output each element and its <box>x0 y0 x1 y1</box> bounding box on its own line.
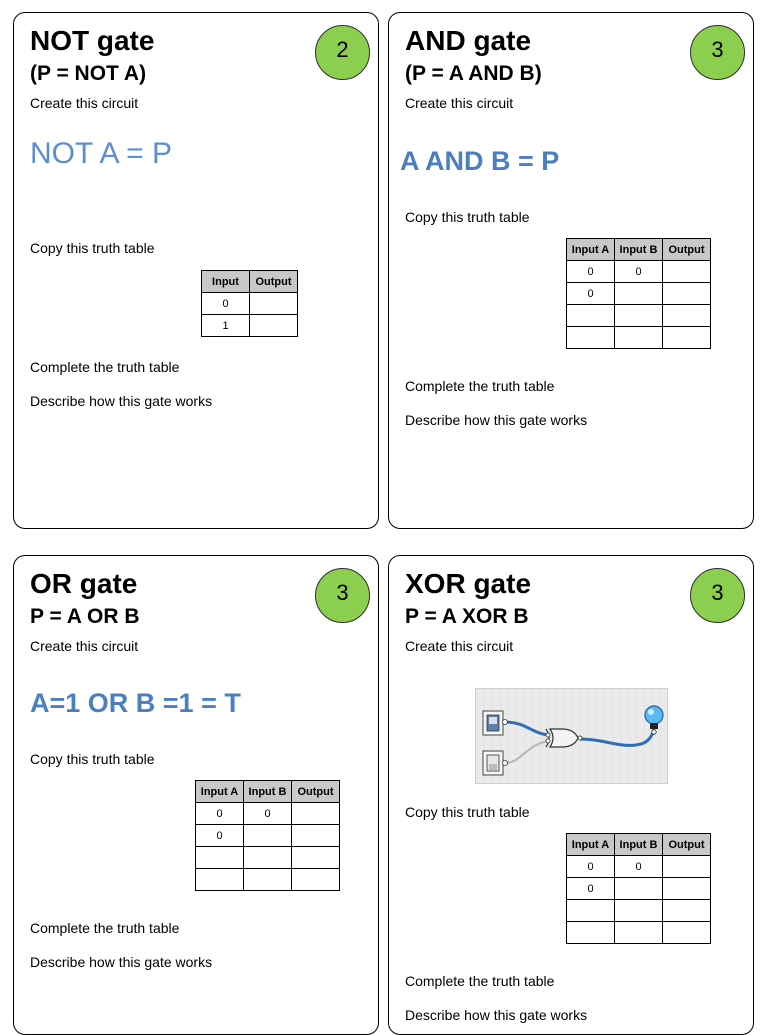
gate-expression: A AND B = P <box>400 146 560 176</box>
table-cell <box>663 327 711 349</box>
table-cell: 1 <box>202 315 250 337</box>
card-title: NOT gate <box>30 25 155 56</box>
table-row <box>196 869 340 891</box>
table-cell <box>663 856 711 878</box>
card-title: AND gate <box>405 25 532 56</box>
table-row <box>567 878 711 900</box>
table-row <box>202 293 298 315</box>
table-row <box>567 856 711 878</box>
describe-gate-label: Describe how this gate works <box>30 954 213 970</box>
table-header: Input A <box>567 834 615 856</box>
copy-table-label: Copy this truth table <box>405 209 530 225</box>
table-cell <box>292 869 340 891</box>
table-cell <box>615 922 663 944</box>
xor-gate-card <box>388 555 754 1035</box>
difficulty-badge: 3 <box>690 568 745 623</box>
describe-gate-label: Describe how this gate works <box>405 412 588 428</box>
create-circuit-label: Create this circuit <box>405 95 514 111</box>
create-circuit-label: Create this circuit <box>30 638 139 654</box>
card-subtitle: P = A XOR B <box>405 605 529 628</box>
table-row <box>567 900 711 922</box>
table-row <box>202 315 298 337</box>
table-row <box>196 847 340 869</box>
gate-expression: NOT A = P <box>30 137 173 170</box>
table-header: Input B <box>615 834 663 856</box>
table-cell: 0 <box>196 825 244 847</box>
table-cell <box>663 261 711 283</box>
table-row <box>567 305 711 327</box>
difficulty-badge: 3 <box>315 568 370 623</box>
complete-table-label: Complete the truth table <box>405 378 555 394</box>
table-header: Output <box>663 239 711 261</box>
circuit-image <box>476 689 667 783</box>
table-cell <box>292 847 340 869</box>
copy-table-label: Copy this truth table <box>30 751 155 767</box>
table-cell <box>663 900 711 922</box>
not-gate-card <box>13 12 379 529</box>
or-gate-card <box>13 555 379 1035</box>
table-header: Output <box>292 781 340 803</box>
table-cell <box>244 869 292 891</box>
table-cell: 0 <box>196 803 244 825</box>
create-circuit-label: Create this circuit <box>30 95 139 111</box>
table-header: Input A <box>196 781 244 803</box>
table-row <box>567 283 711 305</box>
truth-table <box>566 833 711 944</box>
table-cell: 0 <box>567 878 615 900</box>
table-cell <box>244 825 292 847</box>
table-cell <box>663 878 711 900</box>
table-cell <box>615 283 663 305</box>
table-cell: 0 <box>615 856 663 878</box>
table-cell <box>196 847 244 869</box>
truth-table <box>566 238 711 349</box>
and-gate-card <box>388 12 754 529</box>
table-header: Input <box>202 271 250 293</box>
copy-table-label: Copy this truth table <box>405 804 530 820</box>
table-cell <box>615 900 663 922</box>
table-cell <box>292 803 340 825</box>
table-cell <box>196 869 244 891</box>
switch-a-icon <box>483 711 503 735</box>
table-cell <box>615 878 663 900</box>
circuit-diagram <box>475 688 668 784</box>
table-cell: 0 <box>202 293 250 315</box>
table-header: Input B <box>615 239 663 261</box>
card-title: XOR gate <box>405 568 532 599</box>
table-header: Input B <box>244 781 292 803</box>
truth-table <box>201 270 298 337</box>
difficulty-badge: 3 <box>690 25 745 80</box>
table-header: Output <box>663 834 711 856</box>
table-cell: 0 <box>567 856 615 878</box>
table-cell <box>292 825 340 847</box>
table-row <box>567 327 711 349</box>
copy-table-label: Copy this truth table <box>30 240 155 256</box>
complete-table-label: Complete the truth table <box>30 920 180 936</box>
table-cell: 0 <box>244 803 292 825</box>
table-cell <box>567 922 615 944</box>
table-cell: 0 <box>567 283 615 305</box>
card-subtitle: P = A OR B <box>30 605 140 628</box>
table-cell <box>250 315 298 337</box>
create-circuit-label: Create this circuit <box>405 638 514 654</box>
switch-b-icon <box>483 751 503 775</box>
table-cell <box>567 327 615 349</box>
describe-gate-label: Describe how this gate works <box>405 1007 588 1023</box>
describe-gate-label: Describe how this gate works <box>30 393 213 409</box>
table-row <box>196 803 340 825</box>
table-row <box>567 261 711 283</box>
table-cell <box>244 847 292 869</box>
card-subtitle: (P = NOT A) <box>30 62 147 85</box>
card-subtitle: (P = A AND B) <box>405 62 542 85</box>
truth-table <box>195 780 340 891</box>
table-cell <box>567 900 615 922</box>
difficulty-badge: 2 <box>315 25 370 80</box>
table-cell <box>663 283 711 305</box>
table-row <box>567 922 711 944</box>
table-header: Output <box>250 271 298 293</box>
card-title: OR gate <box>30 568 138 599</box>
table-cell: 0 <box>615 261 663 283</box>
table-cell: 0 <box>567 261 615 283</box>
table-cell <box>567 305 615 327</box>
gate-expression: A=1 OR B =1 = T <box>30 688 241 718</box>
table-cell <box>663 922 711 944</box>
complete-table-label: Complete the truth table <box>30 359 180 375</box>
table-row <box>196 825 340 847</box>
table-cell <box>615 327 663 349</box>
table-cell <box>615 305 663 327</box>
table-cell <box>663 305 711 327</box>
complete-table-label: Complete the truth table <box>405 973 555 989</box>
table-cell <box>250 293 298 315</box>
table-header: Input A <box>567 239 615 261</box>
